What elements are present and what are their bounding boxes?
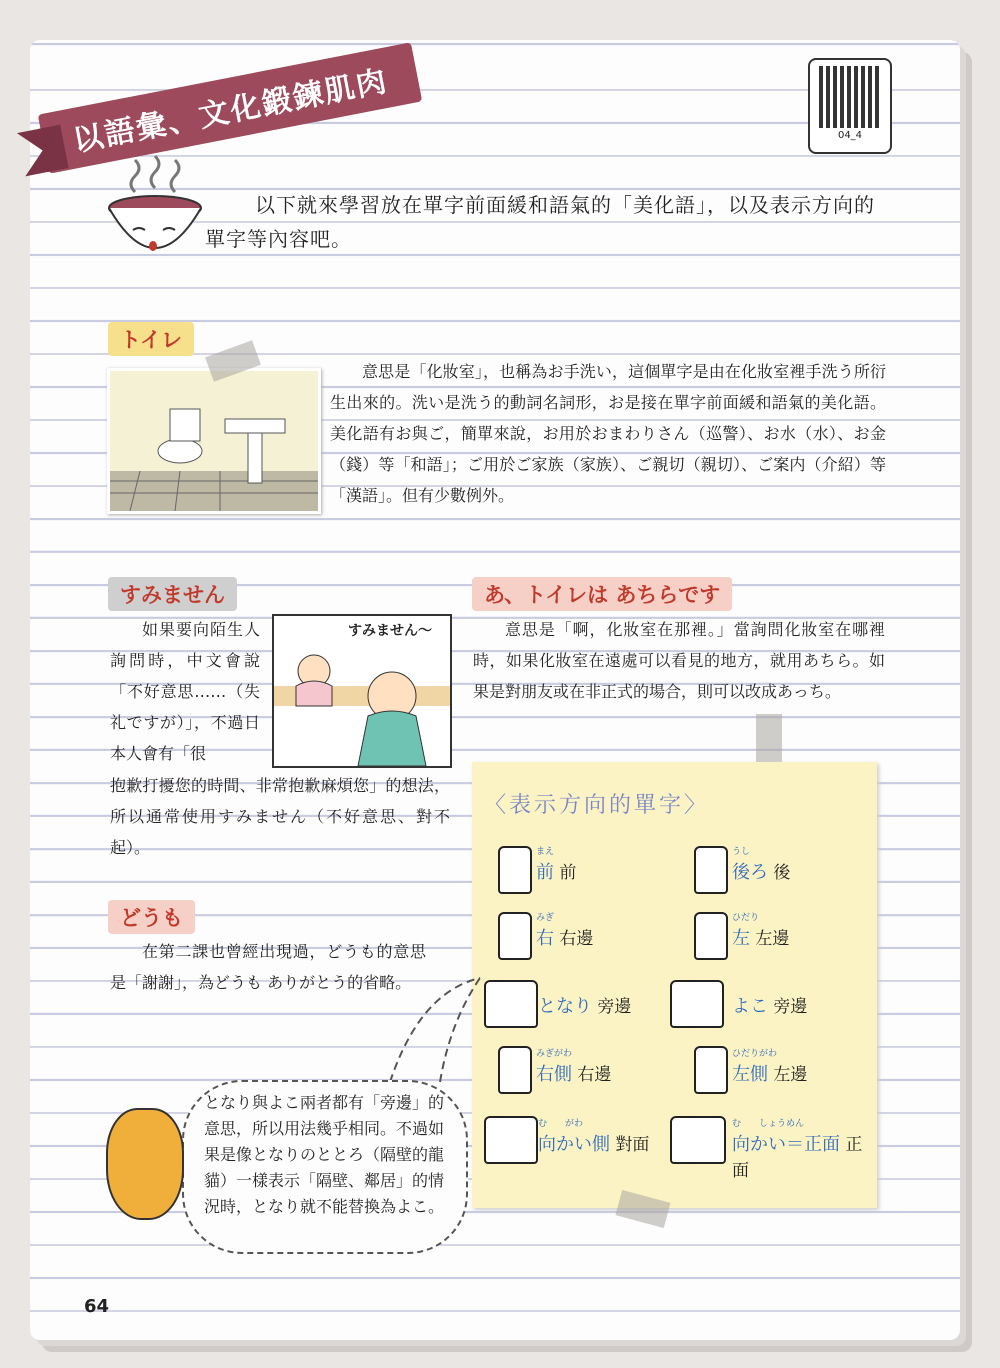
word-mae: まえ 前 前 bbox=[536, 847, 577, 883]
word-yoko: よこ 旁邊 bbox=[732, 996, 808, 1017]
bubble-note-text: となり與よこ兩者都有「旁邊」的意思，所以用法幾乎相同。不過如果是像となりのととろ（隔壁的龍貓）一樣表示「隔壁、鄰居」的情況時，となり就不能替換為よこ。 bbox=[204, 1093, 445, 1216]
word-shoumen: む しょうめん 向かい＝正面 正面 bbox=[732, 1119, 863, 1181]
person-front-icon bbox=[498, 846, 532, 894]
word-migi: みぎ 右 右邊 bbox=[536, 913, 594, 949]
intro-text: 以下就來學習放在單字前面緩和語氣的「美化語」，以及表示方向的單字等內容吧。 bbox=[205, 193, 875, 251]
word-mukaigawa: む がわ 向かい側 對面 bbox=[538, 1119, 650, 1155]
sumimasen-illustration bbox=[272, 614, 452, 768]
totoro-mascot-icon bbox=[106, 1108, 184, 1220]
achira-text: 意思是「啊，化妝室在那裡。」當詢問化妝室在哪裡時，如果化妝室在遠處可以看見的地方，就用あちら。如果是對朋友或在非正式的場合，則可以改成あっち。 bbox=[473, 620, 885, 701]
person-left-icon bbox=[694, 912, 728, 960]
label-toilet: トイレ bbox=[108, 322, 194, 356]
direction-note bbox=[472, 762, 877, 1208]
opposite-side-icon bbox=[484, 1116, 538, 1164]
qr-code[interactable] bbox=[808, 58, 892, 154]
direction-title: 〈表示方向的單字〉 bbox=[484, 793, 710, 818]
toilet-image bbox=[110, 371, 318, 511]
sofa-icon bbox=[670, 980, 724, 1028]
page-number: 64 bbox=[84, 1296, 110, 1317]
qr-caption: 04_4 bbox=[837, 130, 863, 141]
label-sumimasen: すみません bbox=[108, 577, 237, 611]
label-doumo: どうも bbox=[108, 900, 195, 934]
toilet-photo bbox=[107, 368, 321, 514]
word-hidarigawa: ひだりがわ 左側 左邊 bbox=[732, 1049, 808, 1085]
word-ushiro: うし 後ろ 後 bbox=[732, 847, 791, 883]
bubble-tail bbox=[380, 972, 490, 1092]
soup-bowl-icon bbox=[105, 150, 205, 270]
sumimasen-text-top: 如果要向陌生人詢問時，中文會說「不好意思……（失礼ですが）」，不過日本人會有「很 bbox=[110, 620, 260, 763]
toilet-text: 意思是「化妝室」，也稱為お手洗い，這個單字是由在化妝室裡手洗う所衍生出來的。洗い是洗う的動詞名詞形，お是接在單字前面緩和語氣的美化語。美化語有お與ご，簡單來說，お用於おまわりさん（巡警）、お水（水）、お金（錢）等「和語」；ご用於ご家族（家族）、ご親切（親切）、ご案内（介紹）等「漢語」。但有少數例外。 bbox=[330, 362, 886, 505]
person-right-icon bbox=[498, 912, 532, 960]
person-left-side-icon bbox=[694, 1046, 728, 1094]
word-migigawa: みぎがわ 右側 右邊 bbox=[536, 1049, 612, 1085]
word-tonari: となり 旁邊 bbox=[538, 996, 632, 1017]
facing-people-icon bbox=[670, 1116, 726, 1164]
person-right-side-icon bbox=[498, 1046, 532, 1094]
word-hidari: ひだり 左 左邊 bbox=[732, 913, 790, 949]
label-achira: あ、トイレは あちらです bbox=[472, 577, 732, 611]
qr-code-icon bbox=[819, 66, 881, 128]
sofa-icon bbox=[484, 980, 538, 1028]
sumimasen-text-bottom: 抱歉打擾您的時間、非常抱歉麻煩您」的想法，所以通常使用すみません（不好意思、對不起）。 bbox=[110, 776, 450, 857]
speech-text: すみません～ bbox=[348, 623, 432, 639]
doumo-text: 在第二課也曾經出現過，どうも的意思是「謝謝」，為どうも ありがとう的省略。 bbox=[110, 942, 426, 992]
ribbon-title: 以語彙、文化鍛鍊肌肉 bbox=[70, 63, 392, 160]
person-back-icon bbox=[694, 846, 728, 894]
